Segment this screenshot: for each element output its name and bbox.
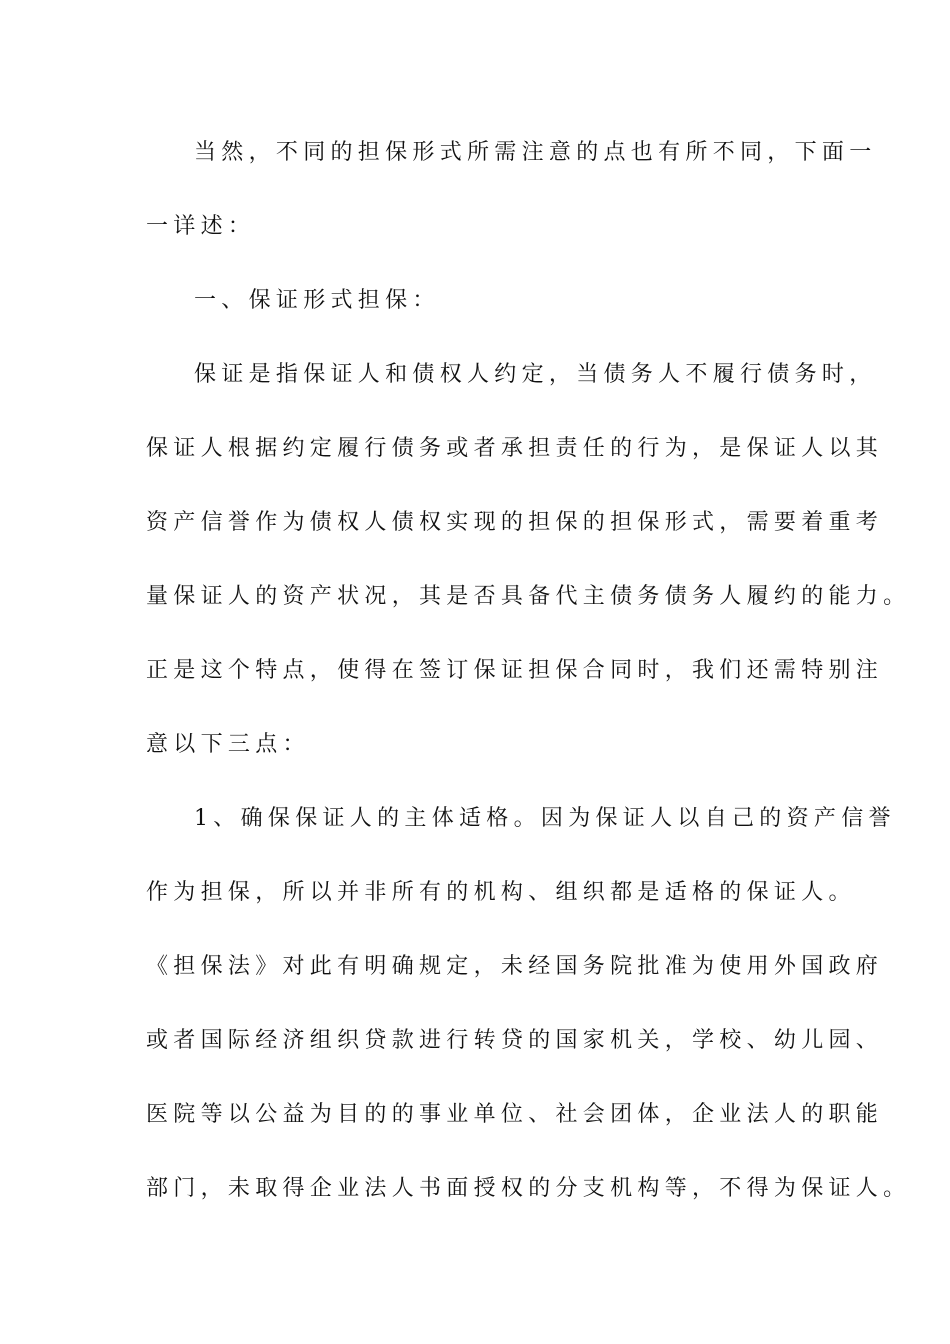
paragraph-line: 或者国际经济组织贷款进行转贷的国家机关，学校、幼儿园、: [146, 1028, 884, 1053]
paragraph-line: 量保证人的资产状况，其是否具备代主债务债务人履约的能力。: [146, 584, 911, 609]
paragraph-line: 保证是指保证人和债权人约定，当债务人不履行债务时，: [194, 362, 877, 387]
paragraph-line: 医院等以公益为目的的事业单位、社会团体，企业法人的职能: [146, 1102, 884, 1127]
paragraph-line: 当然，不同的担保形式所需注意的点也有所不同，下面一: [194, 140, 877, 165]
paragraph-line: 保证人根据约定履行债务或者承担责任的行为，是保证人以其: [146, 436, 884, 461]
paragraph-line: 作为担保，所以并非所有的机构、组织都是适格的保证人。: [146, 880, 856, 905]
paragraph-line: 资产信誉作为债权人债权实现的担保的担保形式，需要着重考: [146, 510, 884, 535]
paragraph-line: 意以下三点：: [146, 732, 310, 757]
section-heading: 一、保证形式担保：: [194, 288, 440, 313]
paragraph-line: 1、确保保证人的主体适格。因为保证人以自己的资产信誉: [194, 806, 896, 831]
paragraph-line: 《担保法》对此有明确规定，未经国务院批准为使用外国政府: [146, 954, 884, 979]
paragraph-line: 正是这个特点，使得在签订保证担保合同时，我们还需特别注: [146, 658, 884, 683]
paragraph-line: 一详述：: [146, 214, 256, 239]
paragraph-line: 部门，未取得企业法人书面授权的分支机构等，不得为保证人。: [146, 1176, 911, 1201]
